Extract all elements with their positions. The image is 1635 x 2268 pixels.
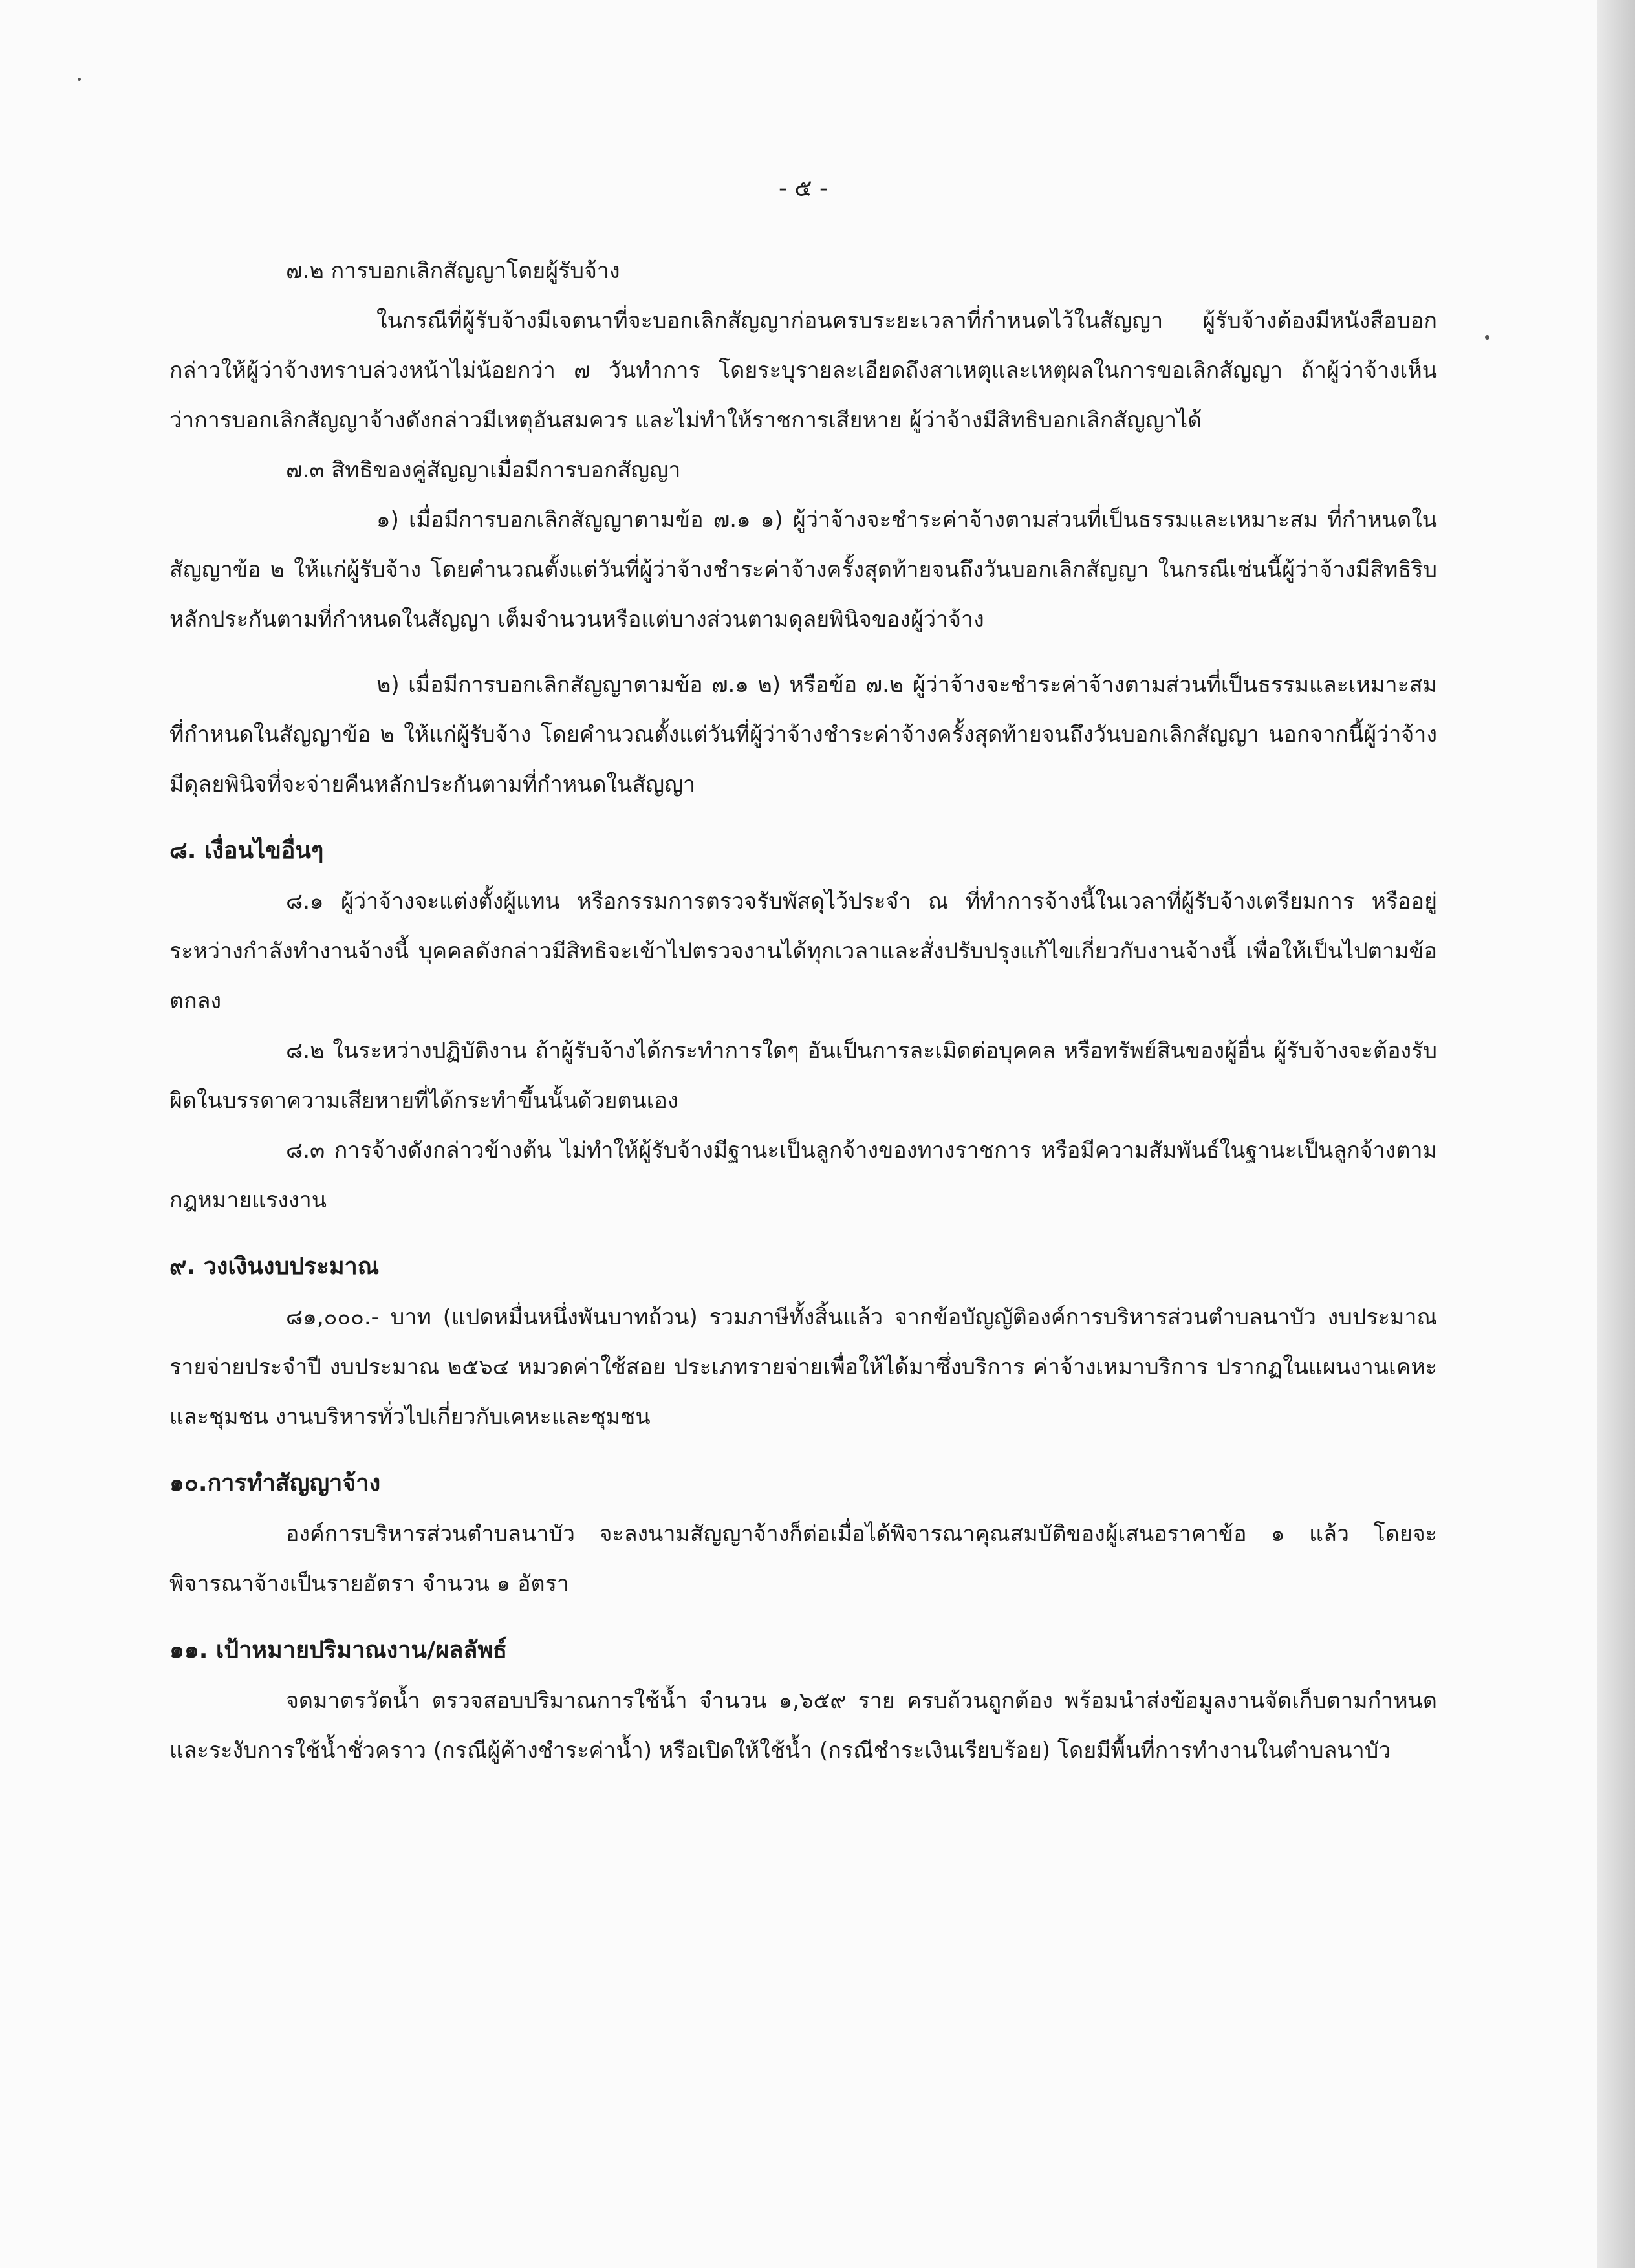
section-7-3-item-2: ๒) เมื่อมีการบอกเลิกสัญญาตามข้อ ๗.๑ ๒) หรือข้อ ๗.๒ ผู้ว่าจ้างจะชำระค่าจ้างตามส่วนที่เป็นธรรมและเหมาะสม ที่กำหนดในสัญญาข้อ ๒ ให้แก่ผู้รับจ้าง โดยคำนวณตั้งแต่วันที่ผู้ว่าจ้างชำระค่าจ้างครั้งสุดท้ายจนถึงวันบอกเลิกสัญญา นอกจากนี้ผู้ว่าจ้างมีดุลยพินิจที่จะจ่ายคืนหลักประกันตามที่กำหนดในสัญญา <box>169 672 1437 797</box>
section-8-3: ๘.๓ การจ้างดังกล่าวข้างต้น ไม่ทำให้ผู้รับจ้างมีฐานะเป็นลูกจ้างของทางราชการ หรือมีความสัมพันธ์ในฐานะเป็นลูกจ้างตามกฎหมายแรงงาน <box>169 1138 1437 1213</box>
document-body <box>169 169 1437 1776</box>
section-8-heading: ๘. เงื่อนไขอื่นๆ <box>169 837 324 864</box>
section-9-heading: ๙. วงเงินงบประมาณ <box>169 1253 380 1280</box>
section-11-body: จดมาตรวัดน้ำ ตรวจสอบปริมาณการใช้น้ำ จำนวน ๑,๖๕๙ ราย ครบถ้วนถูกต้อง พร้อมนำส่งข้อมูลงานจัดเก็บตามกำหนด และระงับการใช้น้ำชั่วคราว (กรณีผู้ค้างชำระค่าน้ำ) หรือเปิดให้ใช้น้ำ (กรณีชำระเงินเรียบร้อย) โดยมีพื้นที่การทำงานในตำบลนาบัว <box>169 1688 1437 1764</box>
scan-speck <box>1485 335 1489 340</box>
page-number: - ๕ - <box>778 175 828 202</box>
section-10-heading: ๑๐.การทำสัญญาจ้าง <box>169 1470 381 1496</box>
section-7-2-heading: ๗.๒ การบอกเลิกสัญญาโดยผู้รับจ้าง <box>286 258 620 284</box>
scan-border <box>1597 0 1635 2268</box>
scan-speck <box>78 78 81 81</box>
section-7-2-body: ในกรณีที่ผู้รับจ้างมีเจตนาที่จะบอกเลิกสัญญาก่อนครบระยะเวลาที่กำหนดไว้ในสัญญา ผู้รับจ้างต้องมีหนังสือบอกกล่าวให้ผู้ว่าจ้างทราบล่วงหน้าไม่น้อยกว่า ๗ วันทำการ โดยระบุรายละเอียดถึงสาเหตุและเหตุผลในการขอเลิกสัญญา ถ้าผู้ว่าจ้างเห็นว่าการบอกเลิกสัญญาจ้างดังกล่าวมีเหตุอันสมควร และไม่ทำให้ราชการเสียหาย ผู้ว่าจ้างมีสิทธิบอกเลิกสัญญาได้ <box>169 308 1437 433</box>
section-9-body: ๘๑,๐๐๐.- บาท (แปดหมื่นหนึ่งพันบาทถ้วน) รวมภาษีทั้งสิ้นแล้ว จากข้อบัญญัติองค์การบริหารส่วนตำบลนาบัว งบประมาณรายจ่ายประจำปี งบประมาณ ๒๕๖๔ หมวดค่าใช้สอย ประเภทรายจ่ายเพื่อให้ได้มาซึ่งบริการ ค่าจ้างเหมาบริการ ปรากฏในแผนงานเคหะและชุมชน งานบริหารทั่วไปเกี่ยวกับเคหะและชุมชน <box>169 1304 1437 1430</box>
section-8-1: ๘.๑ ผู้ว่าจ้างจะแต่งตั้งผู้แทน หรือกรรมการตรวจรับพัสดุไว้ประจำ ณ ที่ทำการจ้างนี้ในเวลาที่ผู้รับจ้างเตรียมการ หรืออยู่ระหว่างกำลังทำงานจ้างนี้ บุคคลดังกล่าวมีสิทธิจะเข้าไปตรวจงานได้ทุกเวลาและสั่งปรับปรุงแก้ไขเกี่ยวกับงานจ้างนี้ เพื่อให้เป็นไปตามข้อตกลง <box>169 889 1437 1014</box>
section-7-3-item-1: ๑) เมื่อมีการบอกเลิกสัญญาตามข้อ ๗.๑ ๑) ผู้ว่าจ้างจะชำระค่าจ้างตามส่วนที่เป็นธรรมและเหมาะสม ที่กำหนดในสัญญาข้อ ๒ ให้แก่ผู้รับจ้าง โดยคำนวณตั้งแต่วันที่ผู้ว่าจ้างชำระค่าจ้างครั้งสุดท้ายจนถึงวันบอกเลิกสัญญา ในกรณีเช่นนี้ผู้ว่าจ้างมีสิทธิริบหลักประกันตามที่กำหนดในสัญญา เต็มจำนวนหรือแต่บางส่วนตามดุลยพินิจของผู้ว่าจ้าง <box>169 507 1437 632</box>
section-11-heading: ๑๑. เป้าหมายปริมาณงาน/ผลลัพธ์ <box>169 1637 508 1663</box>
section-7-3-heading: ๗.๓ สิทธิของคู่สัญญาเมื่อมีการบอกสัญญา <box>286 457 681 483</box>
section-8-2: ๘.๒ ในระหว่างปฏิบัติงาน ถ้าผู้รับจ้างได้กระทำการใดๆ อันเป็นการละเมิดต่อบุคคล หรือทรัพย์สินของผู้อื่น ผู้รับจ้างจะต้องรับผิดในบรรดาความเสียหายที่ได้กระทำขึ้นนั้นด้วยตนเอง <box>169 1038 1437 1114</box>
section-10-body: องค์การบริหารส่วนตำบลนาบัว จะลงนามสัญญาจ้างก็ต่อเมื่อได้พิจารณาคุณสมบัติของผู้เสนอราคาข้อ ๑ แล้ว โดยจะพิจารณาจ้างเป็นรายอัตรา จำนวน ๑ อัตรา <box>169 1521 1437 1597</box>
